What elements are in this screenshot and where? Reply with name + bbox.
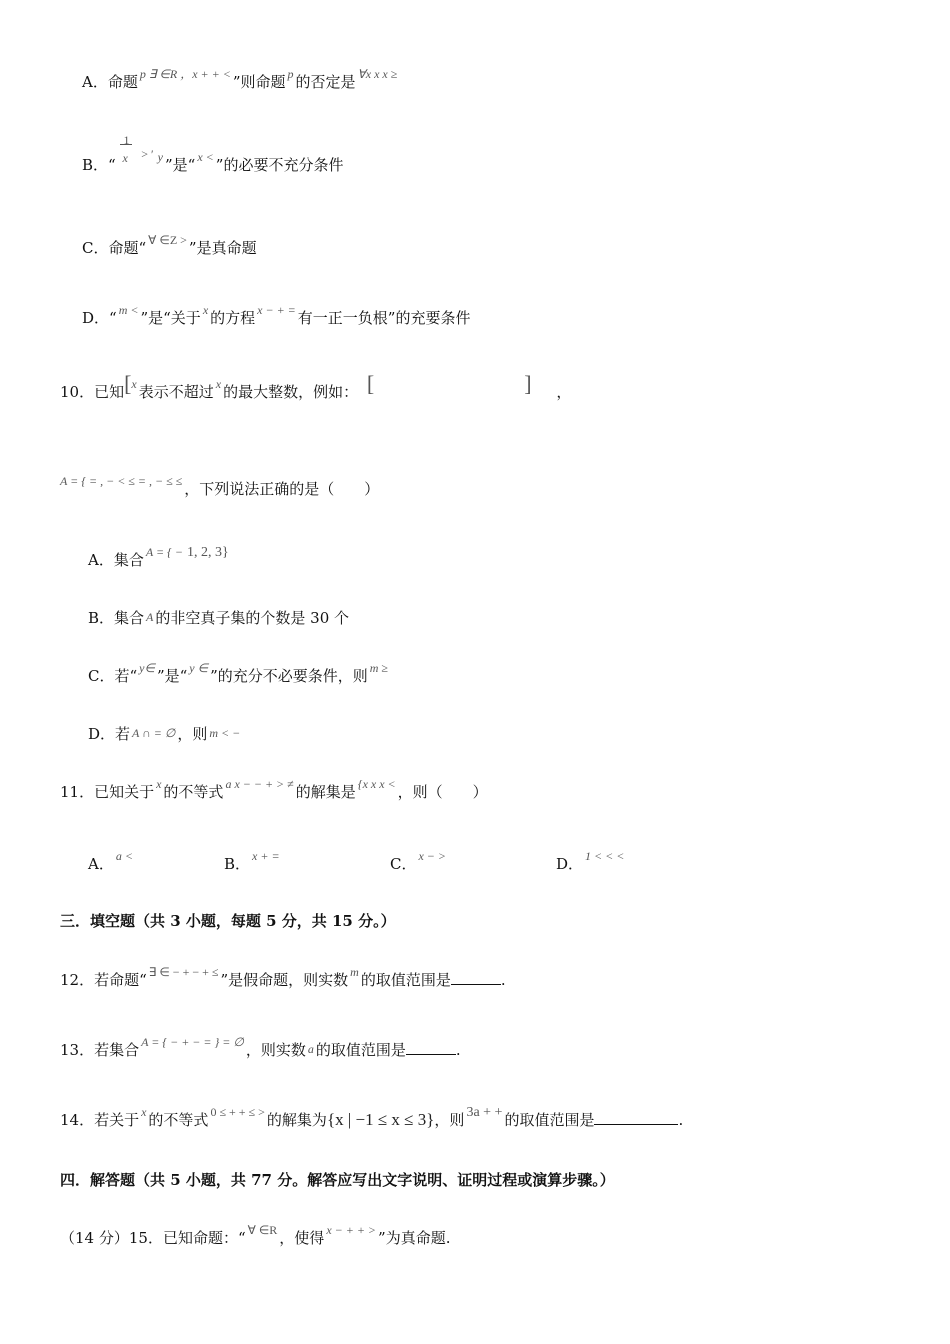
answer-blank[interactable] — [406, 1040, 456, 1055]
q10-option-c: C．若“ $^{y\in}$ ”是“ $^{y \in}$ ”的充分不必要条件，则 $^{m \ge}$ — [88, 661, 388, 685]
answer-blank[interactable] — [451, 970, 501, 985]
q15: （14 分）15．已知命题：“ $^{\forall \in R}$ ，使得 $^{x - + + >}$ ”为真命题. — [60, 1223, 451, 1247]
fraction: $\frac{1}{x}$ — [120, 156, 134, 176]
q11-option-c: C． $^{x - >}$ — [390, 849, 447, 873]
q9-option-a: A．命题 $^{p \exists \in R ,x + + <}$ ”则命题 $^p$ 的否定是 $^{\forall x x x \ge}$ — [82, 67, 398, 91]
q9-option-b: B．“ $\frac{1}{x}$ > ′ $^y$ ”是“ $^{x <}$ ”的必要不充分条件 — [82, 133, 344, 174]
q10-option-a: A．集合 $^{A = \{ -}$ 1, 2, 3} — [88, 545, 229, 569]
q12: 12．若命题“ ∃ ∈ − + − + ≤ ”是假命题，则实数 $^m$ 的取值范围是 . — [60, 965, 506, 989]
q11-option-a: A． $^{a <}$ — [88, 849, 133, 873]
q13: 13．若集合 $^{A = \{ - + - = \} = \emptyset}$ ，则实数 a 的取值范围是 . — [60, 1035, 461, 1059]
q10-stem-line2: $^{A = \{ = , - < \le = , - \le \le}$ ，下列说法正确的是（ ） — [60, 474, 380, 498]
answer-blank[interactable] — [594, 1110, 678, 1125]
q10-option-d: D．若 A ∩ = ∅ ，则 m < − — [88, 725, 241, 743]
section-4-title: 四．解答题（共 5 小题，共 77 分。解答应写出文字说明、证明过程或演算步骤。） — [60, 1171, 615, 1189]
q9-option-d: D．“ $^{m <}$ ”是“关于 $^x$ 的方程 $^{x - + =}$ 有一正一负根”的充要条件 — [82, 303, 471, 327]
section-3-title: 三．填空题（共 3 小题，每题 5 分，共 15 分。） — [60, 912, 396, 930]
q10-stem-line1: 10．已知[$^x$ 表示不超过 $^x$ 的最大整数，例如： [ ] ， — [60, 371, 572, 401]
q11-option-b: B． $^{x + =}$ — [224, 849, 280, 873]
q11-stem: 11．已知关于 $^x$ 的不等式 $^{a x - - + > \ne}$ 的解集是 $^{\{x x x <}$ ，则（ ） — [60, 777, 488, 801]
q10-option-b: B．集合 A 的非空真子集的个数是 30 个 — [88, 609, 349, 627]
q14: 14．若关于 $^x$ 的不等式 $^{0 \le + + \le >}$ 的解集为{x | −1 ≤ x ≤ 3}，则 3a + + 的取值范围是 . — [60, 1105, 684, 1129]
q9-option-c: C．命题“ $^{\forall \in Z >}$ ”是真命题 — [82, 233, 257, 257]
q11-option-d: D． $^{1 < < <}$ — [556, 849, 625, 873]
